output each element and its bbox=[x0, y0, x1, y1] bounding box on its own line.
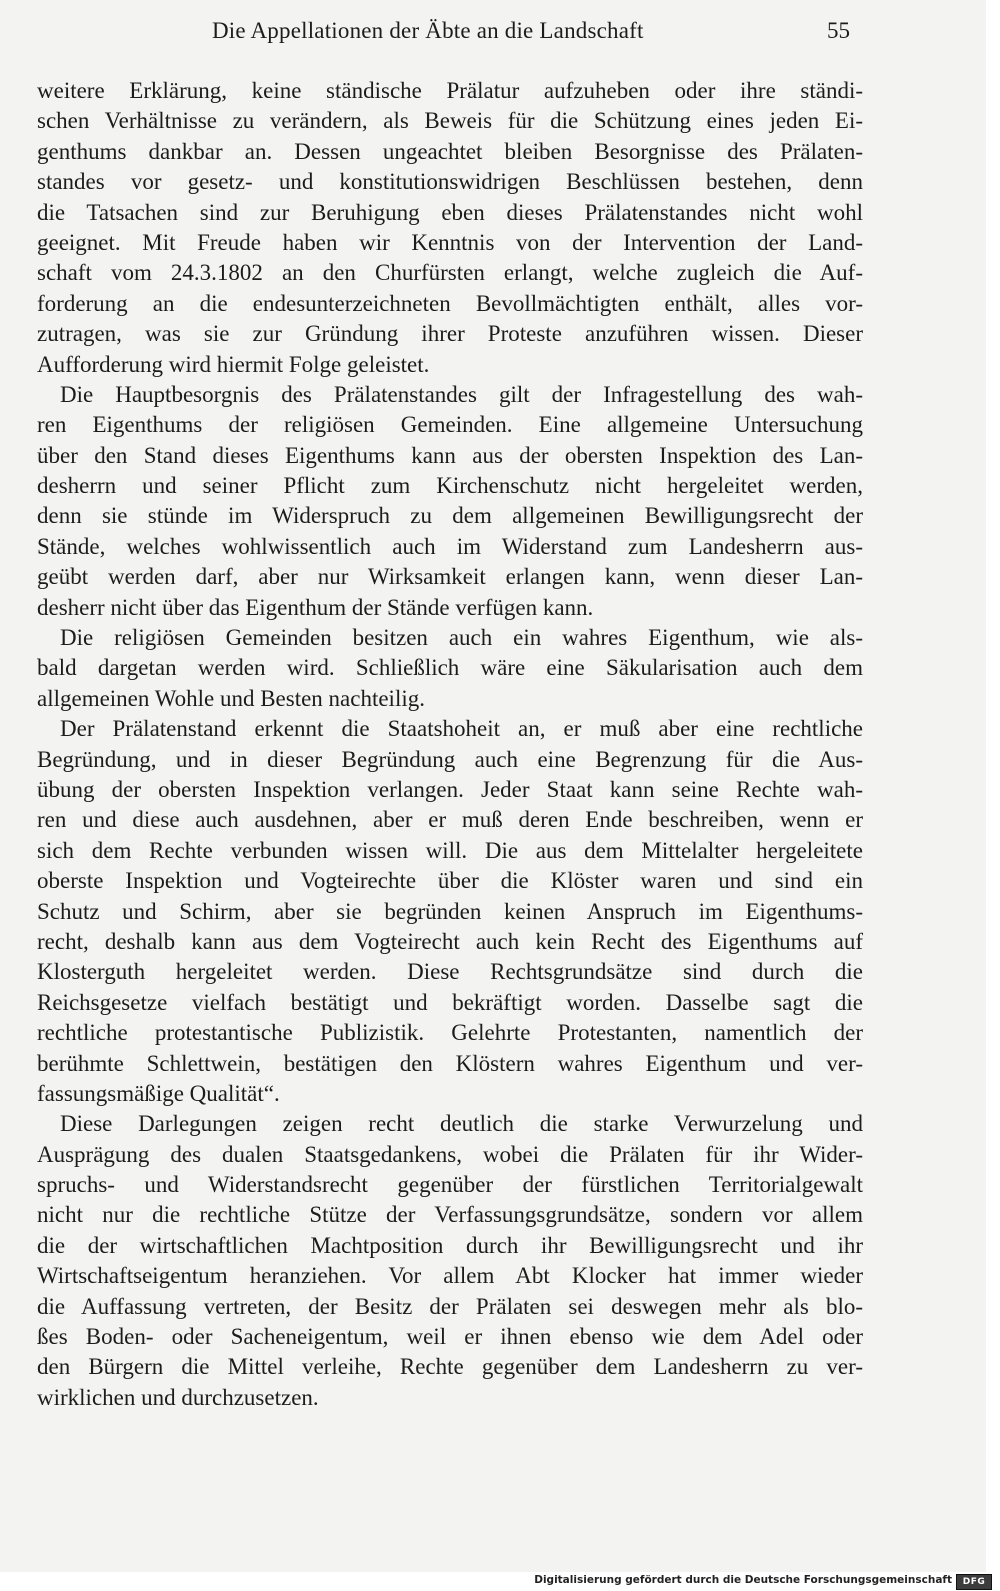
text-line: geeignet. Mit Freude haben wir Kenntnis von der Intervention der Land- bbox=[37, 229, 863, 255]
text-line: berühmte Schlettwein, bestätigen den Klöstern wahres Eigenthum und ver- bbox=[37, 1050, 863, 1076]
text-line: Ausprägung des dualen Staatsgedankens, wobei die Prälaten für ihr Wider- bbox=[37, 1141, 863, 1167]
text-line: weitere Erklärung, keine ständische Prälatur aufzuheben oder ihre ständi- bbox=[37, 78, 863, 103]
text-line: die der wirtschaftlichen Machtposition durch ihr Bewilligungsrecht und ihr bbox=[37, 1232, 863, 1258]
text-line: Stände, welches wohlwissentlich auch im Widerstand zum Landesherrn aus- bbox=[37, 533, 863, 559]
page-number: 55 bbox=[827, 18, 850, 43]
text-line: spruchs- und Widerstandsrecht gegenüber der fürstlichen Territorialgewalt bbox=[37, 1172, 863, 1198]
text-line: allgemeinen Wohle und Besten nachteilig. bbox=[37, 685, 425, 711]
text-line: übung der obersten Inspektion verlangen. Jeder Staat kann seine Rechte wah- bbox=[37, 776, 863, 802]
running-title: Die Appellationen der Äbte an die Landschaft bbox=[212, 18, 644, 43]
dfg-logo-icon: DFG bbox=[956, 1574, 992, 1590]
text-line: sich dem Rechte verbunden wissen will. Die aus dem Mittelalter hergeleitete bbox=[37, 837, 863, 863]
text-line: nicht nur die rechtliche Stütze der Verfassungsgrundsätze, sondern vor allem bbox=[37, 1202, 863, 1228]
text-line: Die Hauptbesorgnis des Prälatenstandes gilt der Infragestellung des wah- bbox=[60, 381, 863, 407]
text-line: genthums dankbar an. Dessen ungeachtet bleiben Besorgnisse des Prälaten- bbox=[37, 138, 863, 164]
text-line: über den Stand dieses Eigenthums kann aus der obersten Inspektion des Lan- bbox=[37, 442, 863, 468]
text-line: schen Verhältnisse zu verändern, als Beweis für die Schützung eines jeden Ei- bbox=[37, 108, 863, 134]
text-line: Klosterguth hergeleitet werden. Diese Rechtsgrundsätze sind durch die bbox=[37, 959, 863, 985]
text-line: Aufforderung wird hiermit Folge geleistet. bbox=[37, 351, 430, 377]
text-line: ren Eigenthums der religiösen Gemeinden. Eine allgemeine Untersuchung bbox=[37, 412, 863, 438]
text-line: denn sie stünde im Widerspruch zu dem allgemeinen Bewilligungsrecht der bbox=[37, 503, 863, 529]
text-line: fassungsmäßige Qualität“. bbox=[37, 1080, 280, 1106]
text-line: standes vor gesetz- und konstitutionswidrigen Beschlüssen bestehen, denn bbox=[37, 169, 863, 195]
text-line: recht, deshalb kann aus dem Vogteirecht auch kein Recht des Eigenthums auf bbox=[37, 928, 863, 954]
text-line: geübt werden darf, aber nur Wirksamkeit erlangen kann, wenn dieser Lan- bbox=[37, 564, 863, 590]
text-line: Reichsgesetze vielfach bestätigt und bekräftigt worden. Dasselbe sagt die bbox=[37, 989, 863, 1015]
text-line: ren und diese auch ausdehnen, aber er muß deren Ende beschreiben, wenn er bbox=[37, 807, 863, 833]
text-line: rechtliche protestantische Publizistik. Gelehrte Protestanten, namentlich der bbox=[37, 1020, 863, 1046]
text-line: den Bürgern die Mittel verleihe, Rechte gegenüber dem Landesherrn zu ver- bbox=[37, 1354, 863, 1380]
text-line: Wirtschaftseigentum heranziehen. Vor allem Abt Klocker hat immer wieder bbox=[37, 1263, 863, 1289]
body-text bbox=[37, 76, 863, 1413]
text-line: schaft vom 24.3.1802 an den Churfürsten erlangt, welche zugleich die Auf- bbox=[37, 260, 863, 286]
text-line: ßes Boden- oder Sacheneigentum, weil er ihnen ebenso wie dem Adel oder bbox=[37, 1324, 863, 1350]
digitization-footer bbox=[0, 1572, 1000, 1591]
text-line: oberste Inspektion und Vogteirechte über die Klöster waren und sind ein bbox=[37, 868, 863, 894]
text-line: Begründung, und in dieser Begründung auch eine Begrenzung für die Aus- bbox=[37, 746, 863, 772]
text-line: Diese Darlegungen zeigen recht deutlich die starke Verwurzelung und bbox=[60, 1111, 863, 1137]
text-line: bald dargetan werden wird. Schließlich wäre eine Säkularisation auch dem bbox=[37, 655, 863, 681]
text-line: die Tatsachen sind zur Beruhigung eben dieses Prälatenstandes nicht wohl bbox=[37, 199, 863, 225]
text-line: desherrn und seiner Pflicht zum Kirchenschutz nicht hergeleitet werden, bbox=[37, 473, 863, 499]
funding-notice: Digitalisierung gefördert durch die Deutsche Forschungsgemeinschaft bbox=[534, 1574, 952, 1586]
text-line: Schutz und Schirm, aber sie begründen keinen Anspruch im Eigenthums- bbox=[37, 898, 863, 924]
text-line: die Auffassung vertreten, der Besitz der Prälaten sei deswegen mehr als blo- bbox=[37, 1293, 863, 1319]
text-line: Die religiösen Gemeinden besitzen auch ein wahres Eigenthum, wie als- bbox=[60, 625, 863, 651]
text-line: Der Prälatenstand erkennt die Staatshoheit an, er muß aber eine rechtliche bbox=[60, 716, 863, 742]
text-line: desherr nicht über das Eigenthum der Stände verfügen kann. bbox=[37, 594, 594, 620]
text-line: zutragen, was sie zur Gründung ihrer Proteste anzuführen wissen. Dieser bbox=[37, 321, 863, 347]
text-line: forderung an die endesunterzeichneten Bevollmächtigten enthält, alles vor- bbox=[37, 290, 863, 316]
text-line: wirklichen und durchzusetzen. bbox=[37, 1384, 319, 1410]
